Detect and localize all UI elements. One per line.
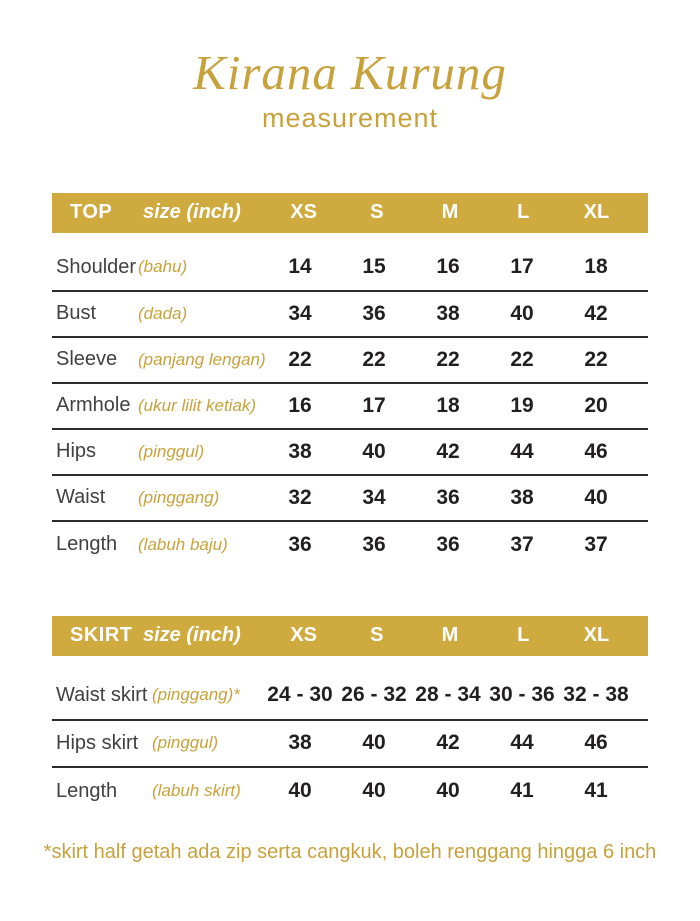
measurement-row xyxy=(52,721,648,768)
size-column-header: XL xyxy=(583,624,610,647)
measurement-label: Hips xyxy=(56,440,97,463)
size-column-header: XS xyxy=(290,624,317,647)
measurement-label-malay: (pinggang) xyxy=(138,487,220,507)
measurement-value: 26 - 32 xyxy=(341,683,407,707)
measurement-value: 38 xyxy=(288,439,312,463)
measurement-label: Length xyxy=(56,779,118,802)
measurement-value: 37 xyxy=(510,532,534,556)
measurement-value: 14 xyxy=(288,255,312,279)
measurement-value: 36 xyxy=(362,301,386,325)
measurement-value: 38 xyxy=(288,731,312,755)
measurement-value: 36 xyxy=(436,532,460,556)
size-column-header: M xyxy=(441,201,459,224)
measurement-value: 38 xyxy=(510,485,534,509)
measurement-label: Waist skirt xyxy=(56,683,148,706)
measurement-row xyxy=(52,522,648,568)
table-rows xyxy=(52,233,648,568)
measurement-label: Armhole xyxy=(56,394,131,417)
measurement-value: 40 xyxy=(288,779,312,803)
measurement-value: 20 xyxy=(584,393,608,417)
table-header-bar xyxy=(52,616,648,656)
measurement-value: 46 xyxy=(584,439,608,463)
measurement-label-malay: (dada) xyxy=(138,303,188,323)
measurement-label: Sleeve xyxy=(56,348,118,371)
measurement-value: 22 xyxy=(362,347,386,371)
measurement-sheet xyxy=(0,46,700,921)
measurement-label: Hips skirt xyxy=(56,731,139,754)
measurement-value: 42 xyxy=(436,439,460,463)
measurement-value: 18 xyxy=(436,393,460,417)
measurement-value: 46 xyxy=(584,731,608,755)
table-rows xyxy=(52,656,648,815)
size-column-header: XL xyxy=(583,201,610,224)
measurement-label-malay: (labuh skirt) xyxy=(152,781,241,801)
measurement-label: Bust xyxy=(56,302,97,325)
measurement-row xyxy=(52,233,648,292)
measurement-value: 42 xyxy=(584,301,608,325)
measurement-value: 22 xyxy=(288,347,312,371)
measurement-value: 28 - 34 xyxy=(415,683,481,707)
measurement-value: 36 xyxy=(436,485,460,509)
size-column-header: M xyxy=(441,624,459,647)
measurement-label-malay: (pinggul) xyxy=(138,441,205,461)
measurement-label: Waist xyxy=(56,486,106,509)
measurement-row xyxy=(52,338,648,384)
measurement-row xyxy=(52,768,648,815)
measurement-value: 34 xyxy=(288,301,312,325)
measurement-value: 40 xyxy=(362,439,386,463)
measurement-value: 32 xyxy=(288,485,312,509)
measurement-value: 18 xyxy=(584,255,608,279)
size-column-header: S xyxy=(370,201,384,224)
measurement-value: 40 xyxy=(436,779,460,803)
page-subtitle: measurement xyxy=(261,102,439,133)
measurement-value: 22 xyxy=(584,347,608,371)
size-column-header: XS xyxy=(290,201,317,224)
measurement-value: 16 xyxy=(436,255,460,279)
measurement-value: 41 xyxy=(584,779,608,803)
measurement-value: 38 xyxy=(436,301,460,325)
measurement-label-malay: (pinggul) xyxy=(152,733,219,753)
measurement-label-malay: (labuh baju) xyxy=(138,534,228,554)
measurement-row xyxy=(52,656,648,721)
size-unit-label: size (inch) xyxy=(143,201,241,224)
size-unit-label: size (inch) xyxy=(143,624,241,647)
measurement-value: 37 xyxy=(584,532,608,556)
measurement-value: 36 xyxy=(288,532,312,556)
measurement-value: 34 xyxy=(362,485,386,509)
measurement-label: Shoulder xyxy=(56,255,137,278)
measurement-value: 22 xyxy=(510,347,534,371)
measurement-value: 41 xyxy=(510,779,534,803)
measurement-label-malay: (panjang lengan) xyxy=(138,349,266,369)
measurement-row xyxy=(52,292,648,338)
measurement-value: 17 xyxy=(510,255,534,279)
measurement-label-malay: (bahu) xyxy=(138,257,188,277)
skirt-size-table xyxy=(52,616,648,815)
measurement-value: 15 xyxy=(362,255,386,279)
size-column-header: S xyxy=(370,624,384,647)
measurement-value: 42 xyxy=(436,731,460,755)
size-tables xyxy=(52,193,648,815)
measurement-row xyxy=(52,476,648,522)
measurement-value: 44 xyxy=(510,731,534,755)
table-category-label: SKIRT xyxy=(70,624,133,647)
table-header-bar xyxy=(52,193,648,233)
measurement-row xyxy=(52,430,648,476)
measurement-value: 16 xyxy=(288,393,312,417)
measurement-label-malay: (ukur lilit ketiak) xyxy=(138,395,257,415)
table-category-label: TOP xyxy=(70,201,113,224)
footnote: *skirt half getah ada zip serta cangkuk, boleh renggang hingga 6 inch xyxy=(43,840,657,863)
top-size-table xyxy=(52,193,648,568)
measurement-value: 40 xyxy=(362,731,386,755)
measurement-value: 40 xyxy=(584,485,608,509)
measurement-value: 17 xyxy=(362,393,386,417)
measurement-value: 40 xyxy=(510,301,534,325)
measurement-value: 24 - 30 xyxy=(267,683,333,707)
measurement-value: 22 xyxy=(436,347,460,371)
measurement-value: 40 xyxy=(362,779,386,803)
size-column-header: L xyxy=(517,624,530,647)
measurement-value: 30 - 36 xyxy=(489,683,555,707)
measurement-value: 44 xyxy=(510,439,534,463)
measurement-value: 32 - 38 xyxy=(563,683,629,707)
measurement-row xyxy=(52,384,648,430)
size-column-header: L xyxy=(517,201,530,224)
measurement-label: Length xyxy=(56,533,118,556)
page-title: Kirana Kurung xyxy=(193,45,507,100)
measurement-value: 36 xyxy=(362,532,386,556)
measurement-label-malay: (pinggang)* xyxy=(152,685,240,705)
measurement-value: 19 xyxy=(510,393,534,417)
